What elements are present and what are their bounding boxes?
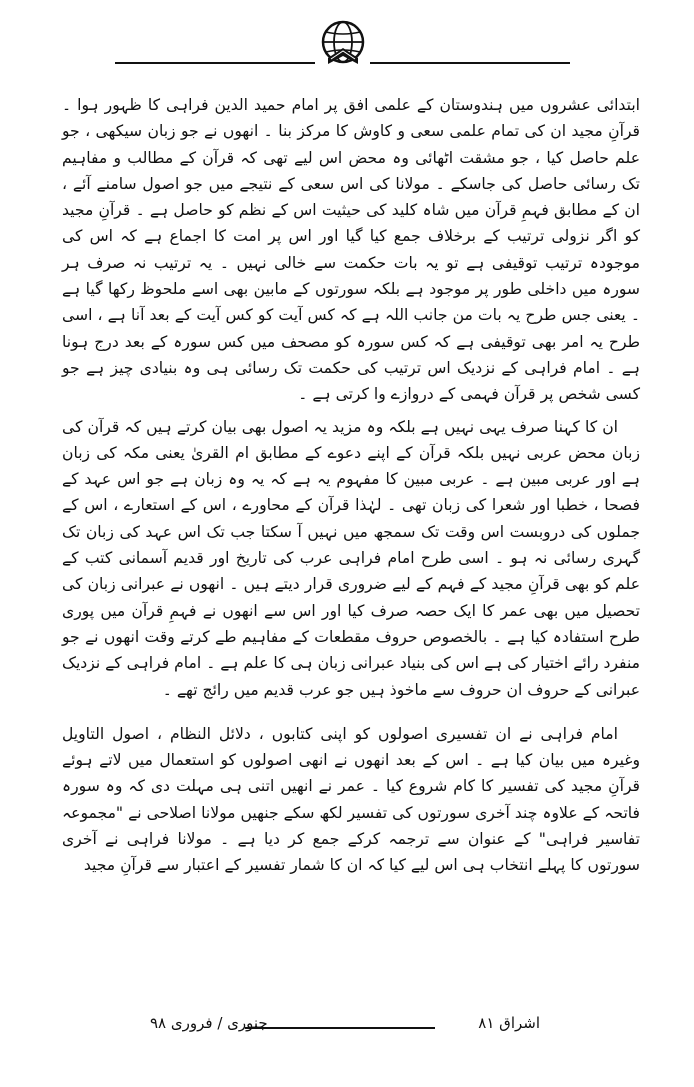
paragraph-1: ابتدائی عشروں میں ہندوستان کے علمی افق پر امام حمید الدین فراہی کا ظہور ہوا ۔ قرآنِ مجید ان کی تمام علمی سعی و کاوش کا مرکز بنا ۔ انھوں نے جو زبان سیکھی ، جو علم حاصل کیا ، جو مشقت اٹھائی وہ محض اس لیے تھی کہ قرآن کے مطالب و مفاہیم تک رسائی حاصل کی جاسکے ۔ مولانا کی اس سعی کے نتیجے میں جو اصول سامنے آئے ، ان کے مطابق فہمِ قرآن میں شاہ کلید کی حیثیت اس کے نظم کو حاصل ہے ۔ قرآنِ مجید کو اگر نزولی ترتیب کے برخلاف جمع کیا گیا اور اس پر امت کا اجماع ہے کہ اس کی موجودہ ترتیب توقیفی ہے تو یہ بات حکمت سے خالی نہیں ۔ یہ ترتیب نہ صرف ہر سورہ میں داخلی طور پر موجود ہے بلکہ سورتوں کے مابین بھی اسے ملحوظ رکھا گیا ہے ۔ یعنی جس طرح یہ بات من جانب اللہ ہے کہ کس آیت کو کس آیت کے بعد آنا ہے ، اسی طرح یہ امر بھی توقیفی ہے کہ کس سورہ کو مصحف میں کس سورہ کے بعد درج ہونا ہے ۔ امام فراہی کے نزدیک اس ترتیب کی حکمت تک رسائی ہی وہ بنیادی چیز ہے جو کسی شخص پر قرآن فہمی کے دروازے وا کرتی ہے ۔ [62,96,640,404]
footer-issue-date: جنوری / فروری ۹۸ [150,1014,268,1032]
footer-rule [245,1027,435,1029]
header-rule-left [115,62,315,64]
footer-journal-page: اشراق ۸۱ [478,1014,540,1032]
paragraph-2: ان کا کہنا صرف یہی نہیں ہے بلکہ وہ مزید یہ اصول بھی بیان کرتے ہیں کہ قرآن کی زبان محض عربی نہیں بلکہ قرآن کے اپنے دعوے کے مطابق ام القریٰ یعنی مکہ کی زبان ہے اور عربی مبین ہے ۔ عربی مبین کا مفہوم یہ ہے کہ یہ وہ زبان ہے جو اس عہد کے فصحا ، خطبا اور شعرا کی زبان تھی ۔ لہٰذا قرآن کے محاورے ، اس کے استعارے ، اس کے جملوں کی دروبست اس وقت تک سمجھ میں نہیں آ سکتا جب تک اس عہد کی زبان تک گہری رسائی نہ ہو ۔ اسی طرح امام فراہی عرب کی تاریخ اور قدیم آسمانی کتب کے علم کو بھی قرآنِ مجید کے فہم کے لیے ضروری قرار دیتے ہیں ۔ انھوں نے عبرانی زبان کی تحصیل میں بھی عمر کا ایک حصہ صرف کیا اور اس سے انھوں نے فہمِ قرآن میں پوری طرح استفادہ کیا ہے ۔ بالخصوص حروف مقطعات کے مفاہیم طے کرتے وقت انھوں نے جو منفرد رائے اختیار کی ہے اس کی بنیاد عبرانی زبان ہی کا علم ہے ۔ امام فراہی کے نزدیک عبرانی کے حروف ان حروف سے ماخوذ ہیں جو عرب قدیم میں رائج تھے ۔ [62,417,640,699]
globe-book-logo-icon [318,18,368,68]
article-body [62,92,640,879]
header-rule-right [370,62,570,64]
page-footer [150,1014,540,1036]
paragraph-3: امام فراہی نے ان تفسیری اصولوں کو اپنی کتابوں ، دلائل النظام ، اصول التاویل وغیرہ میں بیان کیا ہے ۔ اس کے بعد انھوں نے انھی اصولوں کو استعمال میں لاتے ہوئے قرآنِ مجید کی تفسیر کا کام شروع کیا ۔ عمر نے انھیں اتنی ہی مہلت دی کہ وہ سورہ فاتحہ کے علاوہ چند آخری سورتوں کی تفسیر لکھ سکے جنھیں مولانا اصلاحی نے "مجموعہ تفاسیر فراہی" کے عنوان سے ترجمہ کرکے جمع کر دیا ہے ۔ مولانا فراہی نے آخری سورتوں کا پہلے انتخاب ہی اس لیے کیا کہ ان کا شمار تفسیر کے اعتبار سے قرآنِ مجید [62,724,640,875]
page-header [0,0,694,70]
